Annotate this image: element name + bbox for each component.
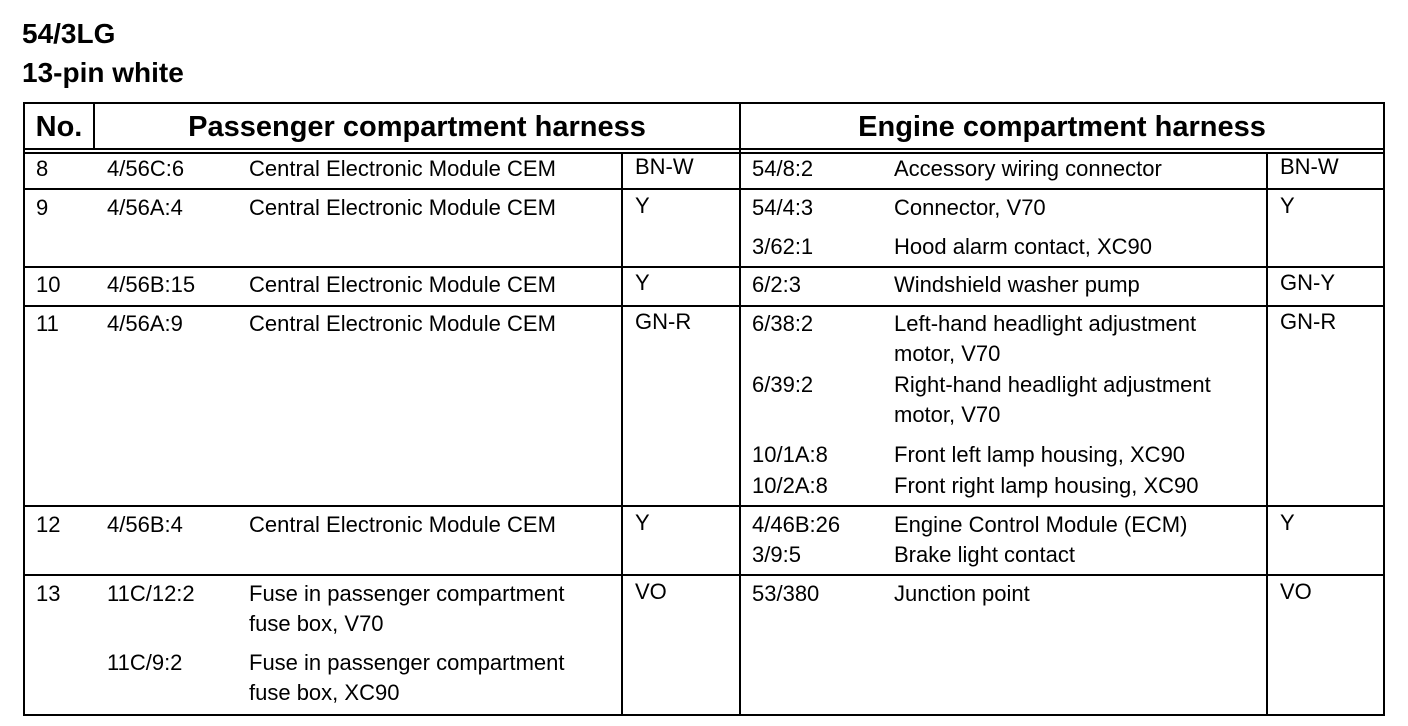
engine-component: Hood alarm contact, XC90 bbox=[894, 234, 1153, 259]
engine-pin: 10/2A:8 bbox=[752, 473, 828, 498]
pin-number: 13 bbox=[36, 581, 61, 606]
engine-wire-color: Y bbox=[1280, 510, 1295, 535]
engine-component bbox=[894, 370, 1211, 430]
passenger-component: Central Electronic Module CEM bbox=[249, 311, 556, 336]
pin-number: 9 bbox=[36, 195, 49, 220]
engine-component: Junction point bbox=[894, 581, 1030, 606]
passenger-component: Central Electronic Module CEM bbox=[249, 156, 556, 181]
header-engine-harness: Engine compartment harness bbox=[858, 110, 1266, 143]
engine-component: Windshield washer pump bbox=[894, 272, 1140, 297]
pin-number: 12 bbox=[36, 512, 61, 537]
header-rule bbox=[23, 148, 1385, 150]
connector-id: 54/3LG bbox=[22, 18, 116, 49]
divider-no-header bbox=[93, 102, 95, 150]
connector-description: 13-pin white bbox=[22, 57, 184, 88]
passenger-component: Central Electronic Module CEM bbox=[249, 272, 556, 297]
passenger-pin: 4/56C:6 bbox=[107, 156, 185, 181]
divider-passenger-color bbox=[621, 152, 623, 716]
passenger-wire-color: Y bbox=[635, 270, 650, 295]
engine-pin: 54/4:3 bbox=[752, 195, 814, 220]
passenger-wire-color: BN-W bbox=[635, 154, 694, 179]
engine-pin: 3/9:5 bbox=[752, 542, 801, 567]
passenger-wire-color: Y bbox=[635, 510, 650, 535]
passenger-pin: 11C/9:2 bbox=[107, 650, 183, 675]
passenger-component bbox=[249, 579, 565, 639]
engine-component-line: motor, V70 bbox=[894, 341, 1001, 366]
pin-number: 10 bbox=[36, 272, 61, 297]
engine-pin: 6/2:3 bbox=[752, 272, 801, 297]
passenger-component: Central Electronic Module CEM bbox=[249, 512, 556, 537]
row-rule bbox=[23, 188, 1385, 190]
passenger-component: Central Electronic Module CEM bbox=[249, 195, 556, 220]
row-rule bbox=[23, 305, 1385, 307]
engine-component-line: Left-hand headlight adjustment bbox=[894, 311, 1197, 336]
engine-pin: 6/39:2 bbox=[752, 372, 814, 397]
pin-number: 11 bbox=[36, 311, 59, 336]
engine-wire-color: Y bbox=[1280, 193, 1295, 218]
passenger-pin: 11C/12:2 bbox=[107, 581, 195, 606]
engine-wire-color: GN-Y bbox=[1280, 270, 1335, 295]
passenger-component-line: Fuse in passenger compartment bbox=[249, 650, 565, 675]
engine-component: Brake light contact bbox=[894, 542, 1075, 567]
engine-component: Accessory wiring connector bbox=[894, 156, 1162, 181]
engine-pin: 53/380 bbox=[752, 581, 820, 606]
row-rule bbox=[23, 266, 1385, 268]
engine-pin: 4/46B:26 bbox=[752, 512, 841, 537]
row-rule bbox=[23, 574, 1385, 576]
engine-wire-color: BN-W bbox=[1280, 154, 1339, 179]
passenger-wire-color: VO bbox=[635, 579, 667, 604]
passenger-pin: 4/56A:4 bbox=[107, 195, 183, 220]
engine-pin: 10/1A:8 bbox=[752, 442, 828, 467]
passenger-wire-color: Y bbox=[635, 193, 650, 218]
engine-component bbox=[894, 309, 1196, 369]
passenger-pin: 4/56B:15 bbox=[107, 272, 196, 297]
passenger-component bbox=[249, 648, 565, 708]
engine-wire-color: GN-R bbox=[1280, 309, 1337, 334]
engine-component: Connector, V70 bbox=[894, 195, 1046, 220]
passenger-component-line: fuse box, XC90 bbox=[249, 680, 400, 705]
header-passenger-harness: Passenger compartment harness bbox=[188, 110, 646, 143]
engine-pin: 54/8:2 bbox=[752, 156, 814, 181]
engine-wire-color: VO bbox=[1280, 579, 1312, 604]
engine-component: Engine Control Module (ECM) bbox=[894, 512, 1188, 537]
engine-pin: 6/38:2 bbox=[752, 311, 814, 336]
engine-component: Front left lamp housing, XC90 bbox=[894, 442, 1186, 467]
engine-component-line: motor, V70 bbox=[894, 402, 1001, 427]
header-rule bbox=[23, 152, 1385, 154]
divider-harness bbox=[739, 102, 741, 716]
engine-pin: 3/62:1 bbox=[752, 234, 814, 259]
engine-component-line: Right-hand headlight adjustment bbox=[894, 372, 1211, 397]
header-no: No. bbox=[35, 110, 83, 143]
engine-component: Front right lamp housing, XC90 bbox=[894, 473, 1199, 498]
passenger-component-line: Fuse in passenger compartment bbox=[249, 581, 565, 606]
passenger-wire-color: GN-R bbox=[635, 309, 692, 334]
passenger-pin: 4/56B:4 bbox=[107, 512, 183, 537]
pin-number: 8 bbox=[36, 156, 49, 181]
divider-engine-color bbox=[1266, 152, 1268, 716]
passenger-pin: 4/56A:9 bbox=[107, 311, 183, 336]
row-rule bbox=[23, 505, 1385, 507]
passenger-component-line: fuse box, V70 bbox=[249, 611, 384, 636]
